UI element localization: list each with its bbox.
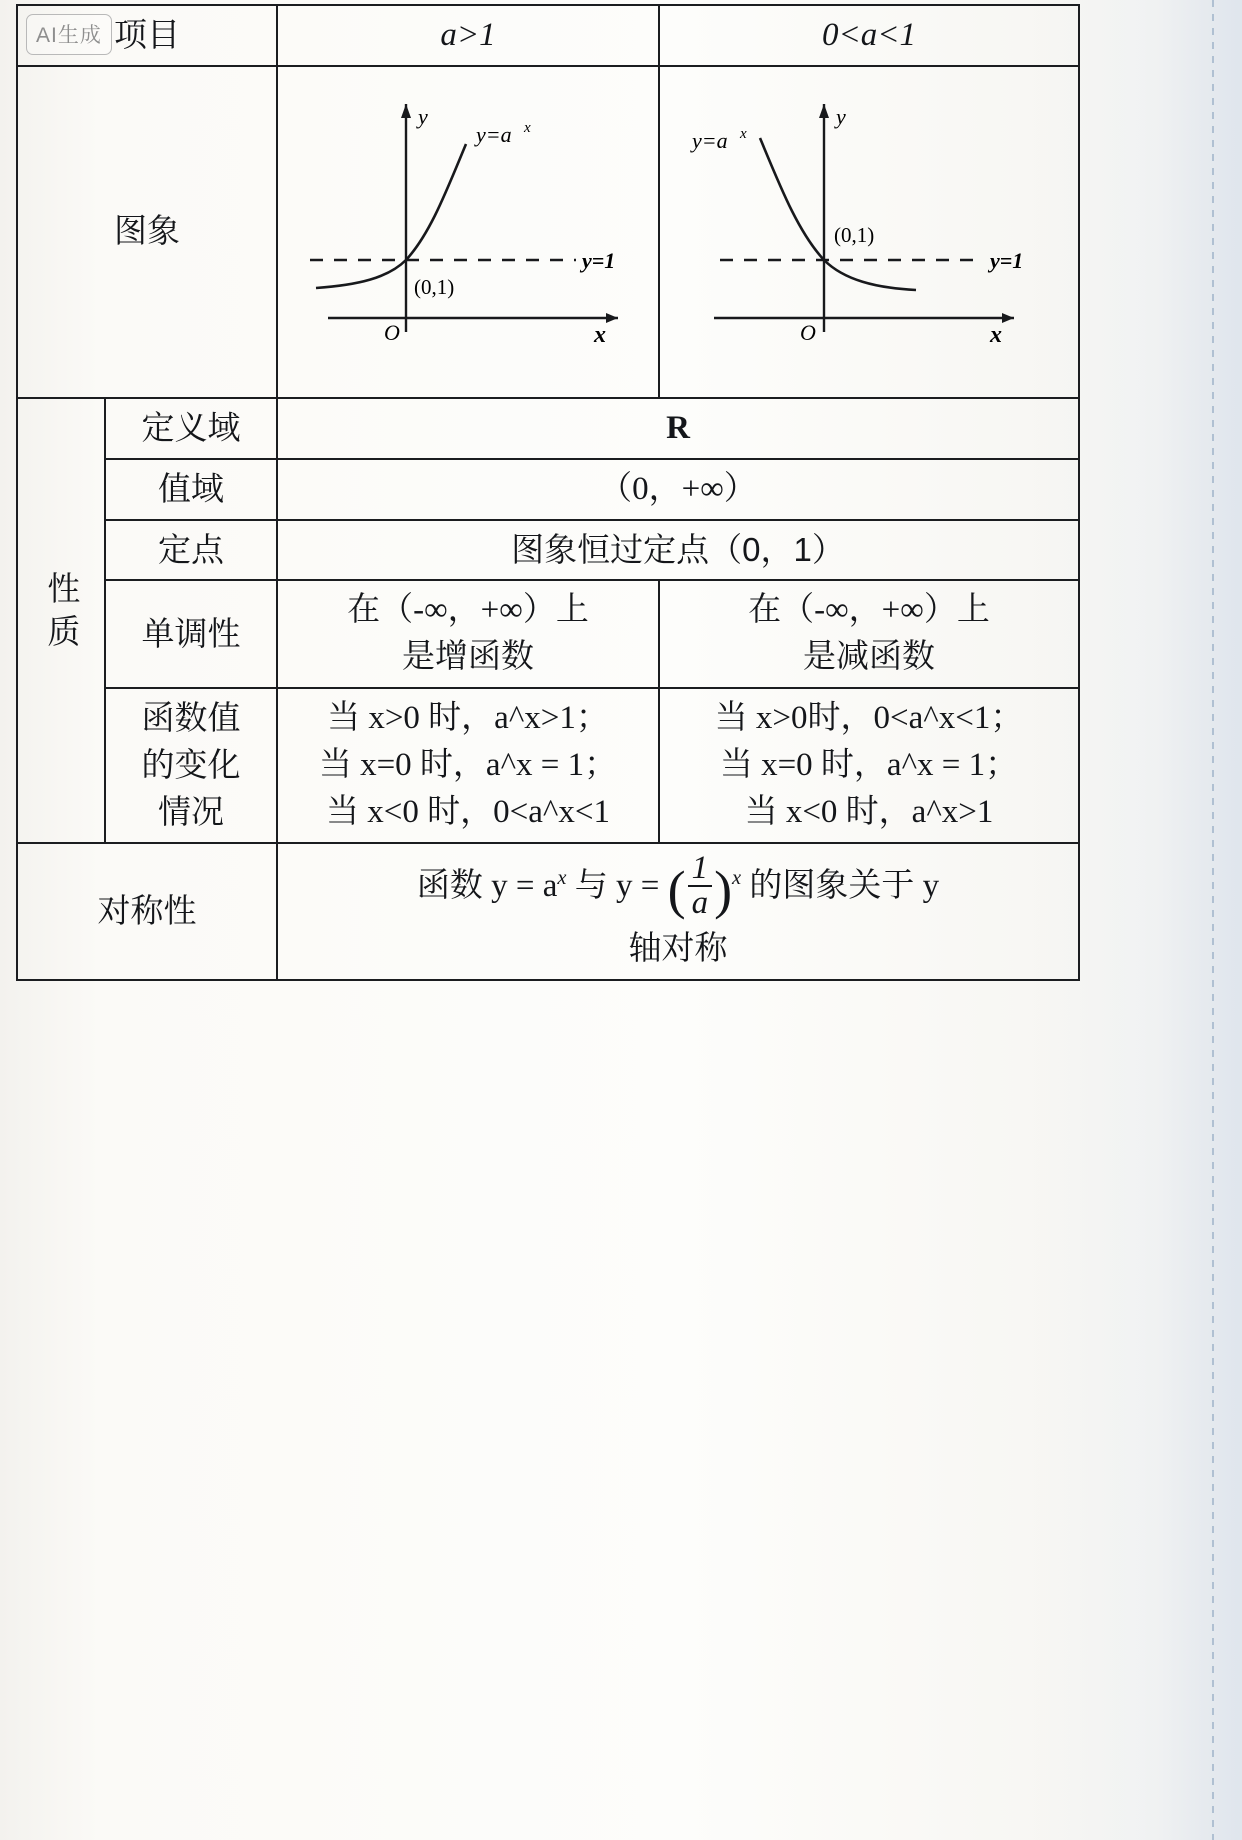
value-change-b-line2: 当 x=0 时，a^x = 1； (719, 747, 1019, 784)
fraction-numerator: 1 (691, 850, 709, 887)
graph-a-wrapper (282, 82, 654, 382)
value-change-a-line2: 当 x=0 时，a^x = 1； (318, 747, 618, 784)
svg-text:O: O (384, 319, 400, 345)
table-header-row (17, 5, 1079, 66)
row-label-range: 值域 (105, 459, 277, 520)
graph-decreasing-exponential (684, 82, 1054, 382)
table-row-fixed-point (17, 520, 1079, 581)
exponential-function-properties-table (16, 4, 1080, 981)
symmetry-exp2: x (732, 866, 742, 889)
monotonicity-b-line1: 在（-∞，+∞）上 (748, 592, 990, 629)
page-binding-dotted-line (1212, 0, 1214, 1840)
symmetry-part2: 与 y = (566, 867, 668, 904)
value-change-b-line1: 当 x>0时，0<a^x<1； (714, 700, 1024, 737)
svg-text:x: x (740, 125, 747, 142)
svg-text:y=1: y=1 (990, 247, 1024, 273)
header-case-a: a>1 (277, 5, 659, 66)
watermark-badge: AI生成 (26, 14, 112, 55)
row-label-value-change (105, 688, 277, 843)
value-change-a-line1: 当 x>0 时，a^x>1； (327, 700, 609, 737)
monotonicity-a-line1: 在（-∞，+∞）上 (347, 592, 589, 629)
header-case-b: 0<a<1 (659, 5, 1079, 66)
value-change-label-line1: 函数值 (141, 699, 241, 737)
value-monotonicity-case-a (277, 580, 659, 688)
row-label-domain: 定义域 (105, 398, 277, 459)
svg-text:x: x (594, 321, 606, 348)
table-row-graph (17, 66, 1079, 398)
graph-cell-increasing (277, 66, 659, 398)
row-label-monotonicity: 单调性 (105, 580, 277, 688)
fraction-denominator: a (688, 885, 713, 920)
monotonicity-a-line2: 是增函数 (402, 639, 534, 676)
graph-b-wrapper (664, 82, 1074, 382)
monotonicity-b-line2: 是减函数 (803, 639, 935, 676)
value-change-b-line3: 当 x<0 时，a^x>1 (744, 793, 994, 830)
row-label-symmetry: 对称性 (17, 843, 277, 981)
svg-text:(0,1): (0,1) (834, 222, 875, 247)
fraction-one-over-a (688, 852, 713, 920)
properties-vertical-label: 性质 (43, 570, 81, 657)
value-domain: R (277, 398, 1079, 459)
graph-increasing-exponential (288, 82, 648, 382)
graph-cell-decreasing (659, 66, 1079, 398)
svg-text:O: O (800, 319, 816, 345)
row-label-fixed-point: 定点 (105, 520, 277, 581)
table-row-domain (17, 398, 1079, 459)
svg-text:(0,1): (0,1) (414, 274, 455, 299)
svg-text:y: y (836, 103, 846, 129)
value-change-label-line2: 的变化 (141, 746, 241, 784)
table-row-value-change (17, 688, 1079, 843)
row-label-properties (17, 398, 105, 843)
value-fixed-point: 图象恒过定点（0，1） (277, 520, 1079, 581)
symmetry-line1 (282, 850, 1074, 927)
svg-text:y=a: y=a (692, 127, 728, 153)
value-symmetry (277, 843, 1079, 981)
value-change-case-a (277, 688, 659, 843)
right-paren: ) (714, 859, 733, 920)
value-range: （0，+∞） (277, 459, 1079, 520)
svg-text:x: x (990, 321, 1002, 348)
svg-text:y=a: y=a (476, 121, 512, 147)
svg-text:x: x (524, 119, 531, 136)
left-paren: ( (667, 859, 686, 920)
table-row-range (17, 459, 1079, 520)
table-row-symmetry (17, 843, 1079, 981)
symmetry-part1: 函数 y = a (416, 867, 558, 904)
symmetry-exp1: x (557, 866, 567, 889)
symmetry-part3: 的图象关于 y (741, 867, 940, 904)
svg-text:y=1: y=1 (582, 247, 616, 273)
value-change-case-b (659, 688, 1079, 843)
table-row-monotonicity (17, 580, 1079, 688)
row-label-graph: 图象 (17, 66, 277, 398)
header-item-label: 项目 (17, 5, 277, 66)
value-monotonicity-case-b (659, 580, 1079, 688)
symmetry-line2: 轴对称 (628, 931, 728, 968)
svg-text:y: y (418, 103, 428, 129)
value-change-label-line3: 情况 (158, 792, 224, 830)
value-change-a-line3: 当 x<0 时，0<a^x<1 (326, 793, 610, 830)
